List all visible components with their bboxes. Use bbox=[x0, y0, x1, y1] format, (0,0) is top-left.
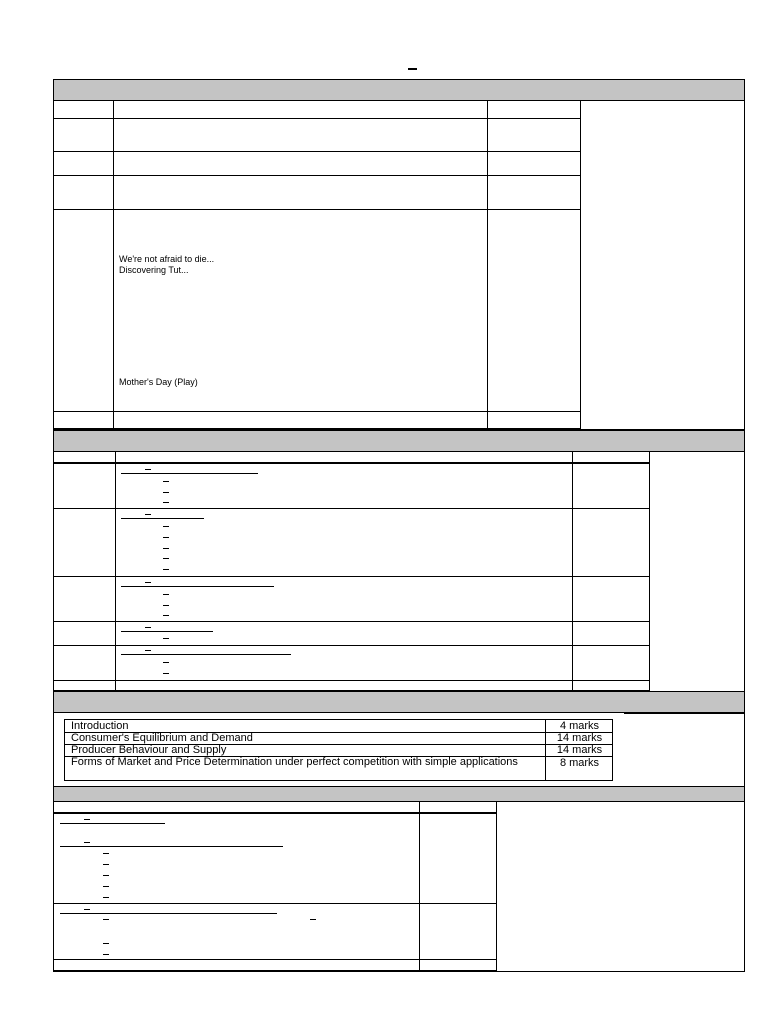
dash-mark bbox=[163, 548, 169, 549]
section-b-row-divider bbox=[53, 508, 650, 509]
unit-heading-underline bbox=[60, 913, 277, 914]
section-d-row-divider bbox=[53, 959, 497, 960]
section-a-row-divider bbox=[53, 411, 581, 412]
dash-mark bbox=[310, 919, 316, 920]
marks-row-value: 14 marks bbox=[556, 732, 603, 744]
unit-heading-underline bbox=[121, 518, 204, 519]
section-b-header-bar bbox=[53, 430, 745, 452]
section-a-col-divider-2 bbox=[487, 100, 488, 430]
dash-mark bbox=[84, 909, 90, 910]
dash-mark bbox=[163, 537, 169, 538]
dash-mark bbox=[145, 514, 151, 515]
dash-mark bbox=[163, 492, 169, 493]
dash-mark bbox=[163, 558, 169, 559]
dash-mark bbox=[145, 582, 151, 583]
dash-mark bbox=[163, 526, 169, 527]
unit-heading-underline bbox=[60, 823, 165, 824]
unit-heading-underline bbox=[121, 631, 213, 632]
marks-row-value: 14 marks bbox=[556, 744, 603, 756]
marks-row-value: 8 marks bbox=[559, 757, 600, 769]
dash-mark bbox=[145, 469, 151, 470]
dash-mark bbox=[163, 594, 169, 595]
unit-heading-underline bbox=[121, 473, 258, 474]
dash-mark bbox=[145, 650, 151, 651]
section-b-header-row-line bbox=[53, 462, 650, 464]
section-b-row-divider bbox=[53, 645, 650, 646]
unit-heading-underline bbox=[121, 586, 274, 587]
dash-mark bbox=[163, 481, 169, 482]
dash-mark bbox=[145, 627, 151, 628]
section-b-row-divider bbox=[53, 576, 650, 577]
dash-mark bbox=[103, 897, 109, 898]
section-a-row-divider bbox=[53, 118, 581, 119]
dash-mark bbox=[84, 819, 90, 820]
section-d-col-divider bbox=[419, 801, 420, 972]
dash-mark bbox=[84, 842, 90, 843]
unit-heading-underline bbox=[121, 654, 291, 655]
section-d-row-divider bbox=[53, 903, 497, 904]
section-a-header-bar bbox=[53, 79, 745, 101]
section-b-row-divider bbox=[53, 621, 650, 622]
section-b-col-divider-2 bbox=[572, 451, 573, 692]
section-d-table bbox=[53, 801, 497, 972]
section-d-header-bar bbox=[53, 786, 745, 802]
dash-mark bbox=[103, 853, 109, 854]
reading-item: Mother's Day (Play) bbox=[119, 377, 198, 387]
dash-mark bbox=[103, 954, 109, 955]
dash-mark bbox=[163, 502, 169, 503]
dash-mark bbox=[163, 673, 169, 674]
marks-row-topic: Consumer's Equilibrium and Demand bbox=[71, 732, 253, 744]
marks-row-topic: Producer Behaviour and Supply bbox=[71, 744, 227, 756]
dash-mark bbox=[163, 569, 169, 570]
section-b-table bbox=[53, 451, 650, 692]
dash-mark bbox=[103, 919, 109, 920]
section-d-header-row-line bbox=[53, 812, 497, 814]
section-a-row-divider bbox=[53, 175, 581, 176]
dash-mark bbox=[163, 605, 169, 606]
unit-heading-underline bbox=[60, 846, 283, 847]
section-c-header-bar bbox=[53, 691, 745, 713]
dash-mark bbox=[103, 886, 109, 887]
reading-item: We're not afraid to die... bbox=[119, 254, 215, 264]
marks-row-value: 4 marks bbox=[559, 720, 600, 732]
reading-item: Discovering Tut... bbox=[119, 265, 189, 275]
section-b-row-divider bbox=[53, 680, 650, 681]
dash-mark bbox=[163, 615, 169, 616]
dash-mark bbox=[163, 662, 169, 663]
section-b-col-divider-1 bbox=[115, 451, 116, 692]
section-a-row-divider bbox=[53, 209, 581, 210]
marks-row-topic: Forms of Market and Price Determination under perfect competition with simple applications bbox=[71, 756, 518, 768]
dash-mark bbox=[163, 638, 169, 639]
section-a-col-divider-1 bbox=[113, 100, 114, 430]
marks-row-topic: Introduction bbox=[71, 720, 129, 732]
dash-mark bbox=[103, 864, 109, 865]
section-a-row-divider bbox=[53, 151, 581, 152]
dash-mark bbox=[103, 875, 109, 876]
dash-mark bbox=[103, 943, 109, 944]
header-mark bbox=[408, 68, 417, 70]
